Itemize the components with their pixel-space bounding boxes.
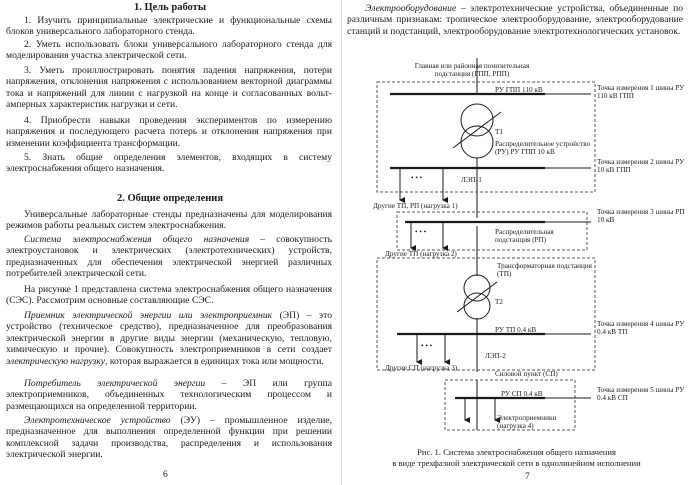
dots-loads-1: • • • [411,174,423,182]
goal-item-2: 2. Уметь использовать блоки универсального лабораторного стенда для моделирования участка электрической сети. [6,39,332,62]
page-left [0,0,340,485]
page-number-right: 7 [525,472,530,482]
label-load-1: Другие ТП, РП (нагрузка 1) [373,202,458,210]
label-bus-tp-04: РУ ТП 0.4 кВ [495,326,537,334]
definition-electrotechnical-device: Электротехническое устройство (ЭУ) – промышленное изделие, предназначенное для выполнения определенной функции при решении комплексной задачи производства, распределения и использования электрической энергии. [6,415,332,461]
label-bus-sp-04: РУ СП 0.4 кВ [501,390,543,398]
label-load-4: Электроприемники (нагрузка 4) [497,414,557,431]
label-load-2: Другие ТП (нагрузка 2) [385,250,457,258]
label-measurement-point-5: Точка измерения 5 шины РУ 0.4 кВ СП [597,386,685,403]
label-sp-title: Силовой пункт (СП) [495,370,558,378]
dots-loads-2: • • • [415,228,427,236]
page-gutter [341,0,342,485]
label-t1: Т1 [495,128,503,136]
section-title-definitions: 2. Общие определения [116,193,224,204]
label-measurement-point-2: Точка измерения 2 шины РУ 10 кВ ГПП [597,158,685,175]
label-ru-title: Распределительное устройство (РУ) РУ ГПП 10 кВ [495,140,591,157]
figure-caption-line-1: Рис. 1. Система электроснабжения общего назначения [417,447,616,457]
definition-electroequipment: Электрооборудование – электротехнические устройства, объединенные по различным признакам: тропическое электрооборудование, электрооборудование станций и подстанций, электрооборудование электротехнологических установок. [347,3,683,37]
figure-caption-line-2: в виде трехфазной электрической сети в однолинейном исполнении [392,458,641,468]
transformer-t1-winding-lv [461,126,493,158]
label-bus-gpp-110: РУ ГПП 110 кВ [495,86,543,94]
goal-item-5: 5. Знать общие определения элементов, входящих в систему электроснабжения общего назначения. [6,152,332,175]
goal-item-4: 4. Приобрести навыки проведения экспериментов по измерению напряжения и последующего расчета потерь и отклонения напряжения при изменении коэффициента трансформации. [6,115,332,149]
label-gpp-title: Главная или районная понизительная подстанция (ГПП, РПП) [414,62,530,79]
label-measurement-point-4: Точка измерения 4 шины РУ 0.4 кВ ТП [597,320,685,337]
gpp-frame [377,82,595,192]
dots-loads-3: • • • [421,342,433,350]
label-rp-title: Распределительная подстанция (РП) [495,228,554,245]
label-tp-title: Трансформаторная подстанция (ТП) [497,262,592,279]
definition-ses: Система электроснабжения общего назначения – совокупность электроустановок и электрических (электротехнических) устройств, предназначенных для обеспечения электрической энергией различных потребителей электрической сети. [6,234,332,280]
label-t2: Т2 [495,298,503,306]
label-measurement-point-3: Точка измерения 3 шины РП 10 кВ [597,208,685,225]
definition-consumer: Потребитель электрической энергии – ЭП или группа электроприемников, объединенных технологическим процессом и размещающихся на определенной территории. [6,378,332,412]
intro-paragraph: Универсальные лабораторные стенды предназначены для моделирования режимов работы реальных систем электроснабжения. [6,209,332,232]
figure-reference-paragraph: На рисунке 1 представлена система электроснабжения общего назначения (СЭС). Рассмотрим основные составляющие СЭС. [6,284,332,307]
definition-electroreceiver: Приемник электрической энергии или электроприемник (ЭП) – это устройство (техническое средство), предназначенное для преобразования электрической энергии в другие виды энергии (механическую, тепловую, химическую и прочие). Совокупность электроприемников в сети создает электрическую нагрузку, которая выражается в единицах тока или мощности. [6,310,332,367]
goal-item-3: 3. Уметь проиллюстрировать понятия падения напряжения, потери напряжения, отклонения напряжения с использованием векторной диаграммы тока и напряжений для линии с нагрузкой на конце и согласованных вольт-амперных характеристик нагрузки и сети. [6,65,332,111]
page-number-left: 6 [163,470,168,480]
label-measurement-point-1: Точка измерения 1 шины РУ 110 кВ ГПП [597,84,685,101]
label-lep-2: ЛЭП-2 [485,352,506,360]
t1-tap-arrow [453,112,501,148]
section-title-goals: 1. Цель работы [133,2,207,13]
page-right [345,0,688,485]
label-lep-1: ЛЭП-1 [461,176,482,184]
label-load-3: Другие СП (нагрузка 3) [385,364,458,372]
goal-item-1: 1. Изучить принципиальные электрические и функциональные схемы блоков универсального лабораторного стенда. [6,15,332,38]
